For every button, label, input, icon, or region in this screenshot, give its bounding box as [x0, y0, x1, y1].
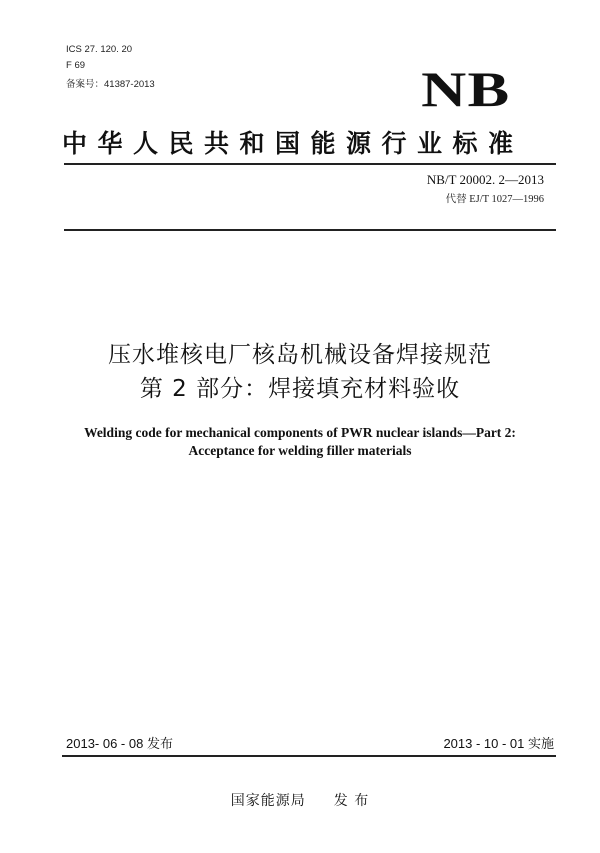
publisher-name: 国家能源局	[230, 793, 306, 809]
nb-logo: NB	[420, 61, 510, 117]
divider-bottom	[64, 229, 556, 231]
divider-dates	[62, 755, 556, 757]
implementation-date: 2013 - 10 - 01 实施	[443, 736, 554, 751]
record-number: 备案号：41387-2013	[66, 79, 155, 90]
divider-top	[64, 163, 556, 165]
ics-code: ICS 27. 120. 20	[66, 44, 133, 55]
issue-date: 2013- 06 - 08 发布	[66, 736, 173, 751]
title-en-line2: Acceptance for welding filler materials	[188, 443, 412, 458]
standard-type-title: 中华人民共和国能源行业标准	[62, 129, 524, 158]
standard-code: NB/T 20002. 2—2013	[426, 172, 544, 187]
title-en-line1: Welding code for mechanical components of PWR nuclear islands—Part 2:	[84, 425, 516, 440]
publisher-action: 发 布	[333, 793, 370, 809]
title-cn-line2: 第 2 部分：焊接填充材料验收	[139, 376, 461, 402]
replaces-code: 代替 EJ/T 1027—1996	[445, 194, 544, 205]
publisher	[0, 790, 600, 810]
classification-code: F 69	[66, 60, 86, 71]
title-cn-line1: 压水堆核电厂核岛机械设备焊接规范	[108, 342, 492, 368]
